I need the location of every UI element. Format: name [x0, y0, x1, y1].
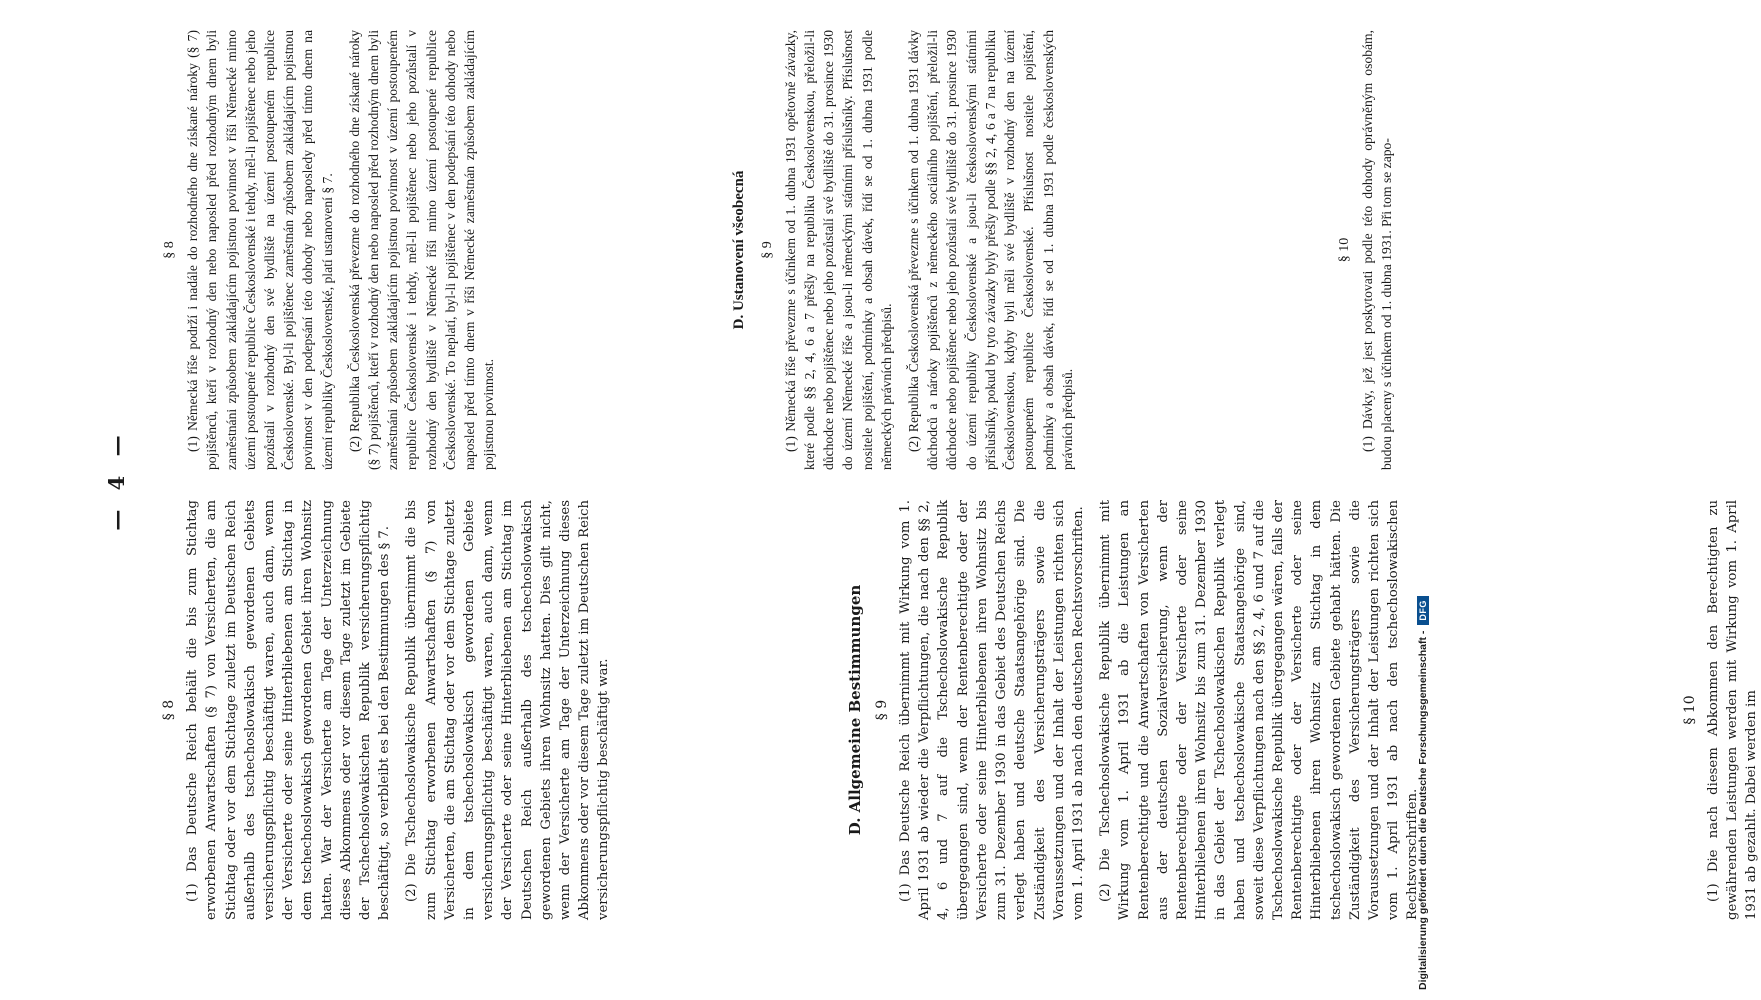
section-heading: § 8: [162, 241, 177, 259]
czech-section-10: [1335, 30, 1397, 470]
german-column: [152, 500, 1760, 920]
section-heading: § 9: [759, 241, 775, 259]
part-heading: D. Ustanovení všeobecná: [731, 170, 748, 330]
section-heading: § 9: [873, 699, 890, 721]
paragraph: (2) Republika Československá převezme do rozhodného dne získané nároky (§ 7) pojištěnců, kteří v rozhodný den nebo naposled před rozhodným dnem byli zaměstnáni způsobem zakládajícím pojistnou povinnost v území postoupeném republice Československé i tehdy, měl-li pojištěnec nebo jeho pozůstalí v rozhodný den bydliště v Německé říši mimo území postoupené republice Československé. To neplatí, byl-li pojištěnec v den podepsání této dohody nebo naposled před tímto dnem v říši Německé zaměstnán způsobem zakládajícím pojistnou povinnost.: [346, 30, 497, 470]
paragraph: (2) Die Tschechoslowakische Republik übernimmt mit Wirkung vom 1. April 1931 ab die Leistungen an Rentenberechtigte und die Anwartschaften von Versicherten aus der deutschen Sozialversicherung, wenn der Rentenberechtigte oder der Versicherte oder seine Hinterbliebenen ihren Wohnsitz bis zum 31. Dezember 1930 in das Gebiet der Tschechoslowakischen Republik verlegt haben und tschechoslowakische Staatsangehörige sind, soweit diese Verpflichtungen nach den §§ 2, 4, 6 und 7 auf die Tschechoslowakische Republik übergegangen wären, falls der Rentenberechtigte oder der Versicherte oder seine Hinterbliebenen ihren Wohnsitz am Stichtag in dem tschechoslowakisch gewordenen Gebiete gehabt hätten. Die Zuständigkeit des Versicherungsträgers sowie die Voraussetzungen und der Inhalt der Leistungen richten sich vom 1. April 1931 ab nach den tschechoslowakischen Rechtsvorschriften.: [1098, 500, 1421, 920]
paragraph: (1) Dávky, jež jest poskytovati podle této dohody oprávněným osobám, budou placeny s účinkem od 1. dubna 1931. Při tom se zapo-: [1360, 30, 1395, 470]
german-section-8: [160, 500, 614, 920]
section-heading: § 10: [1681, 695, 1698, 725]
page-number: — 4 —: [104, 429, 129, 531]
czech-section-9: [730, 30, 1076, 470]
german-section-9: [846, 500, 1423, 920]
czech-section-8: [160, 30, 498, 470]
digitization-note: [1404, 0, 1432, 1000]
part-heading: D. Allgemeine Bestimmungen: [845, 584, 864, 836]
czech-column: [152, 30, 1472, 470]
paragraph: (1) Das Deutsche Reich übernimmt mit Wirkung vom 1. April 1931 ab wieder die Verpflichtungen, die nach den §§ 2, 4, 6 und 7 auf die Tschechoslowakische Republik übergegangen sind, wenn der Rentenberechtigte oder der Versicherte oder seine Hinterbliebenen ihren Wohnsitz bis zum 31. Dezember 1930 in das Gebiet des Deutschen Reichs verlegt haben und deutsche Staatsangehörige sind. Die Zuständigkeit des Versicherungsträgers sowie die Voraussetzungen und der Inhalt der Leistungen richten sich vom 1. April 1931 ab nach den deutschen Rechtsvorschriften.: [898, 500, 1086, 920]
paragraph: (1) Německá říše podrží i nadále do rozhodného dne získané nároky (§ 7) pojištěnců, kteří v rozhodný den nebo naposled před rozhodným dnem byli zaměstnáni způsobem zakládajícím pojistnou povinnost v říši Německé mimo území postoupené republice Československé i tehdy, měl-li pojištěnec nebo jeho pozůstalí v rozhodný den své bydliště na území postoupeném republice Československé. Byl-li pojištěnec zaměstnán způsobem zakládajícím pojistnou povinnost v den podepsání této dohody nebo naposledy před tímto dnem na území republiky Československé, platí ustanovení § 7.: [185, 30, 335, 470]
paragraph: (1) Německá říše převezme s účinkem od 1. dubna 1931 opětovně závazky, které podle §§ 2, 4, 6 a 7 přešly na republiku Československou, přeložil-li důchodce nebo pojištěnec nebo jeho pozůstalí své bydliště do 31. prosince 1930 do území Německé říše a jsou-li německými státními příslušníky. Příslušnost nositele pojištění, podmínky a obsah dávek, řídí se od 1. dubna 1931 podle německých právních předpisů.: [782, 30, 894, 470]
paragraph: (1) Das Deutsche Reich behält die bis zum Stichtag erworbenen Anwartschaften (§ 7) von Versicherten, die am Stichtag oder vor dem Stichtage zuletzt im Deutschen Reich außerhalb des tschechoslowakisch gewordenen Gebiets versicherungspflichtig beschäftigt waren, auch dann, wenn der Versicherte oder seine Hinterbliebenen am Stichtag in dem tschechoslowakisch gewordenen Gebiet ihren Wohnsitz hatten. War der Versicherte am Tage der Unterzeichnung dieses Abkommens oder vor diesem Tage zuletzt im Gebiete der Tschechoslowakischen Republik versicherungspflichtig beschäftigt, so verbleibt es bei den Bestimmungen des § 7.: [185, 500, 393, 920]
section-heading: § 10: [1336, 237, 1352, 263]
section-heading: § 8: [161, 699, 177, 721]
dfg-logo: DFG: [1417, 596, 1429, 625]
paragraph: (2) Die Tschechoslowakische Republik übernimmt die bis zum Stichtag erworbenen Anwartschaften (§ 7) von Versicherten, die am Stichtag oder vor dem Stichtage zuletzt in dem tschechoslowakisch gewordenen Gebiete versicherungspflichtig beschäftigt waren, auch dann, wenn der Versicherte oder seine Hinterbliebenen am Stichtag im Deutschen Reich außerhalb des tschechoslowakisch gewordenen Gebiets ihren Wohnsitz hatten. Dies gilt nicht, wenn der Versicherte am Tage der Unterzeichnung dieses Abkommens oder vor diesem Tage zuletzt im Deutschen Reich versicherungspflichtig beschäftigt war.: [404, 500, 612, 920]
paragraph: (1) Die nach diesem Abkommen den Berechtigten zu gewährenden Leistungen werden mit Wirkung vom 1. April 1931 ab gezahlt. Dabei werden im: [1705, 500, 1760, 920]
rotated-page: [100, 20, 1760, 940]
digitization-note-text: Digitalisierung gefördert durch die Deutsche Forschungsgemeinschaft -: [1417, 630, 1429, 990]
german-section-10: [1681, 500, 1761, 920]
paragraph: (2) Republika Československá převezme s účinkem od 1. dubna 1931 dávky důchodců a nároky pojištěnců z německého sociálního pojištění, přeložil-li důchodce nebo pojištěnec nebo jeho pozůstalí své bydliště do 31. prosince 1930 do území republiky Československé a jsou-li československými státními příslušníky, pokud by tyto závazky byly přešly podle §§ 2, 4, 6 a 7 na republiku Československou, kdyby byli měli své bydliště v rozhodný den na území postoupeném republice Československé. Příslušnost nositele pojištění, podmínky a obsah dávek, řídí se od 1. dubna 1931 podle československých právních předpisů.: [906, 30, 1075, 470]
